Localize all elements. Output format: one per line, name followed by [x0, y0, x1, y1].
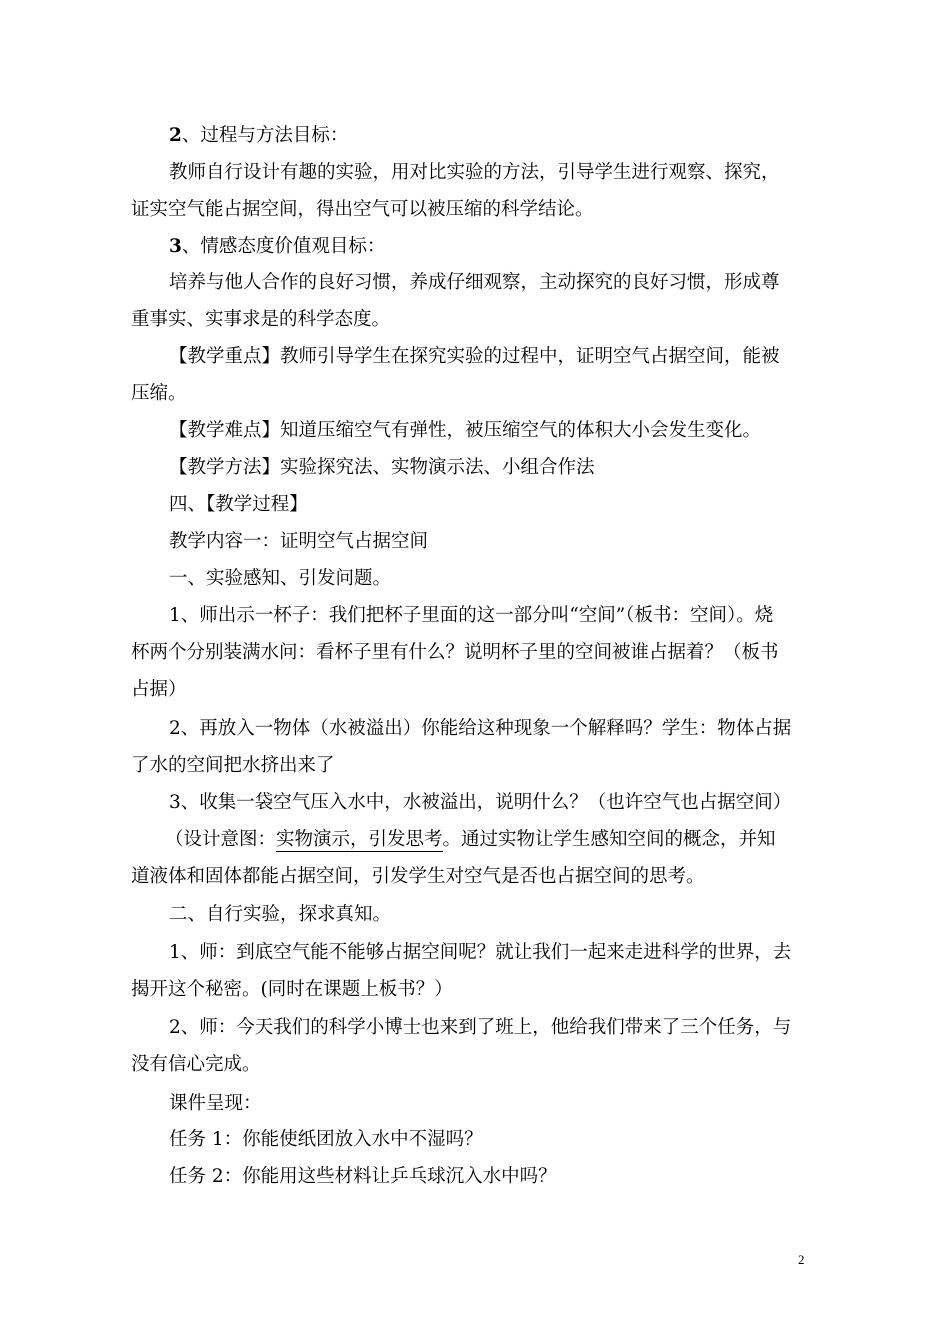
- paragraph-line: 1、师：到底空气能不能够占据空间呢？就让我们一起来走进科学的世界，去: [169, 942, 792, 963]
- page-number: 2: [798, 1252, 805, 1267]
- paragraph-line: 重事实、实事求是的科学态度。: [131, 309, 391, 330]
- paragraph-line: 杯两个分别装满水问：看杯子里有什么？说明杯子里的空间被谁占据着？（板书: [131, 642, 779, 663]
- paragraph-line: 教师自行设计有趣的实验，用对比实验的方法，引导学生进行观察、探究，: [169, 162, 780, 183]
- paragraph-line: 证实空气能占据空间，得出空气可以被压缩的科学结论。: [131, 199, 594, 220]
- task-line: 任务 2：你能用这些材料让乒乓球沉入水中吗？: [169, 1166, 557, 1187]
- task-line: 任务 1：你能使纸团放入水中不湿吗？: [169, 1129, 483, 1150]
- design-intent-line: [165, 828, 776, 852]
- paragraph-line: 压缩。: [131, 383, 187, 404]
- emotion-attitude-goal-heading: [169, 235, 385, 259]
- heading-text: 、情感态度价值观目标：: [181, 236, 386, 257]
- paragraph-line: 道液体和固体都能占据空间，引发学生对空气是否也占据空间的思考。: [131, 866, 705, 887]
- heading-number: 3: [169, 236, 182, 257]
- heading-number: 2: [169, 125, 182, 146]
- design-intent-prefix: （设计意图：: [165, 829, 277, 850]
- paragraph-line: 2、再放入一物体（水被溢出）你能给这种现象一个解释吗？学生：物体占据: [169, 718, 792, 739]
- step-heading: 一、实验感知、引发问题。: [169, 568, 392, 589]
- process-method-goal-heading: [169, 124, 348, 148]
- design-intent-suffix: 。通过实物让学生感知空间的概念，并知: [442, 829, 776, 850]
- courseware-label: 课件呈现：: [169, 1093, 262, 1114]
- teaching-difficulty-line: 【教学难点】知道压缩空气有弹性，被压缩空气的体积大小会发生变化。: [169, 420, 762, 441]
- paragraph-line: 揭开这个秘密。(同时在课题上板书？）: [131, 979, 453, 1000]
- paragraph-line: 3、收集一袋空气压入水中，水被溢出，说明什么？（也许空气也占据空间）: [169, 792, 792, 813]
- teaching-method-line: 【教学方法】实验探究法、实物演示法、小组合作法: [169, 457, 595, 478]
- paragraph-line: 1、师出示一杯子：我们把杯子里面的这一部分叫“空间”（板书：空间）。烧: [169, 605, 774, 626]
- heading-text: 、过程与方法目标：: [181, 125, 349, 146]
- subsection-heading: 教学内容一：证明空气占据空间: [169, 531, 429, 552]
- paragraph-line: 培养与他人合作的良好习惯，养成仔细观察，主动探究的良好习惯，形成尊: [169, 272, 780, 293]
- teaching-focus-line: 【教学重点】教师引导学生在探究实验的过程中，证明空气占据空间，能被: [169, 346, 780, 367]
- underlined-text: 实物演示，引发思考: [276, 829, 443, 850]
- step-heading: 二、自行实验，探求真知。: [169, 904, 392, 925]
- paragraph-line: 没有信心完成。: [131, 1054, 261, 1075]
- section-heading: 四、【教学过程】: [169, 494, 308, 515]
- paragraph-line: 了水的空间把水挤出来了: [131, 755, 335, 776]
- paragraph-line: 2、师：今天我们的科学小博士也来到了班上，他给我们带来了三个任务，与: [169, 1017, 792, 1038]
- paragraph-line: 占据）: [131, 679, 187, 700]
